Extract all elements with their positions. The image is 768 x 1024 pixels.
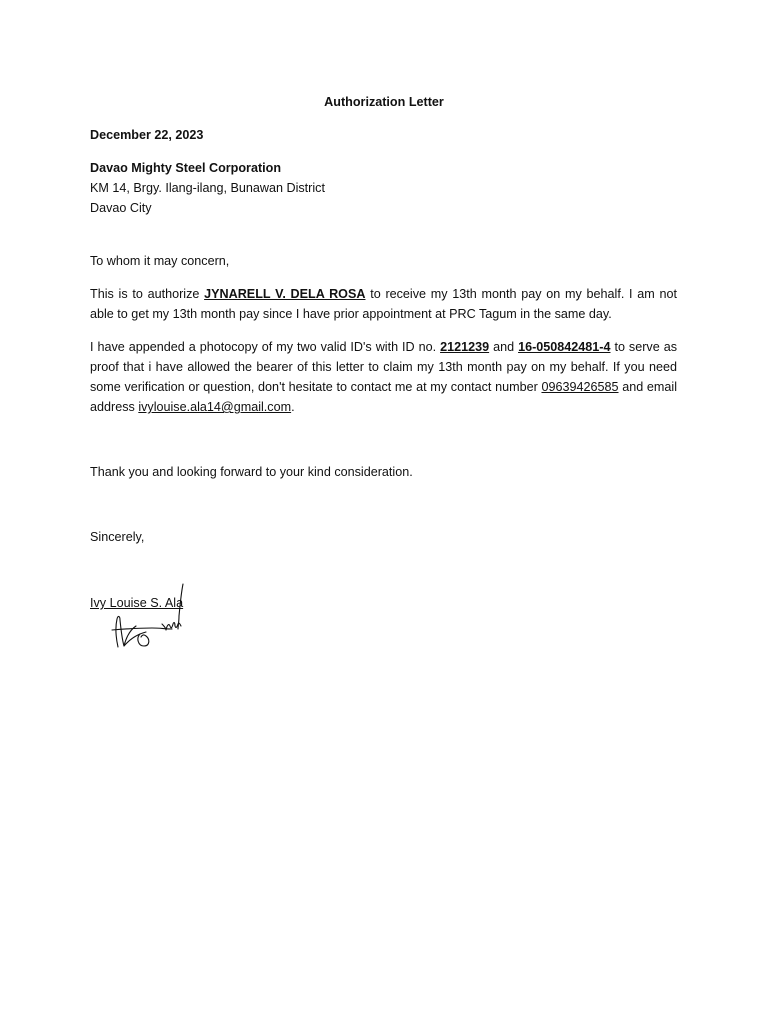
p2-text-2: and: [489, 340, 519, 354]
p2-text-1: I have appended a photocopy of my two valid ID's with ID no.: [90, 340, 441, 354]
closing-line: Thank you and looking forward to your kind consideration.: [90, 465, 413, 479]
sign-off: Sincerely,: [90, 530, 145, 544]
p2-text-5: .: [291, 400, 295, 414]
contact-number: 09639426585: [541, 380, 619, 394]
recipient-address-line1: KM 14, Brgy. Ilang-ilang, Bunawan District: [90, 181, 325, 195]
id-number-1: 2121239: [440, 340, 490, 354]
signatory-name: Ivy Louise S. Ala: [90, 596, 184, 610]
p1-text-after: to receive my 13th month pay on my behalf. I am not able to get my 13th month pay since I have prior appointment at PRC Tagum in the same day.: [90, 287, 677, 321]
recipient-address-line2: Davao City: [90, 201, 152, 215]
p1-text-before: This is to authorize: [90, 287, 205, 301]
paragraph-authorization: [90, 284, 677, 324]
recipient-company: Davao Mighty Steel Corporation: [90, 161, 282, 175]
email-address: ivylouise.ala14@gmail.com: [138, 400, 292, 414]
letter-title: Authorization Letter: [324, 95, 444, 109]
paragraph-ids: [90, 337, 677, 417]
salutation: To whom it may concern,: [90, 254, 230, 268]
p2-text-3: to serve as proof that i have allowed the bearer of this letter to claim my 13th month pay on my behalf. If you need some verification or question, don't hesitate to contact me at my contact number: [90, 340, 677, 394]
authorized-person-name: JYNARELL V. DELA ROSA: [204, 287, 366, 301]
p2-text-4: and email address: [90, 380, 677, 414]
handwritten-signature: [100, 582, 200, 656]
letter-date: December 22, 2023: [90, 128, 204, 142]
id-number-2: 16-050842481-4: [518, 340, 611, 354]
